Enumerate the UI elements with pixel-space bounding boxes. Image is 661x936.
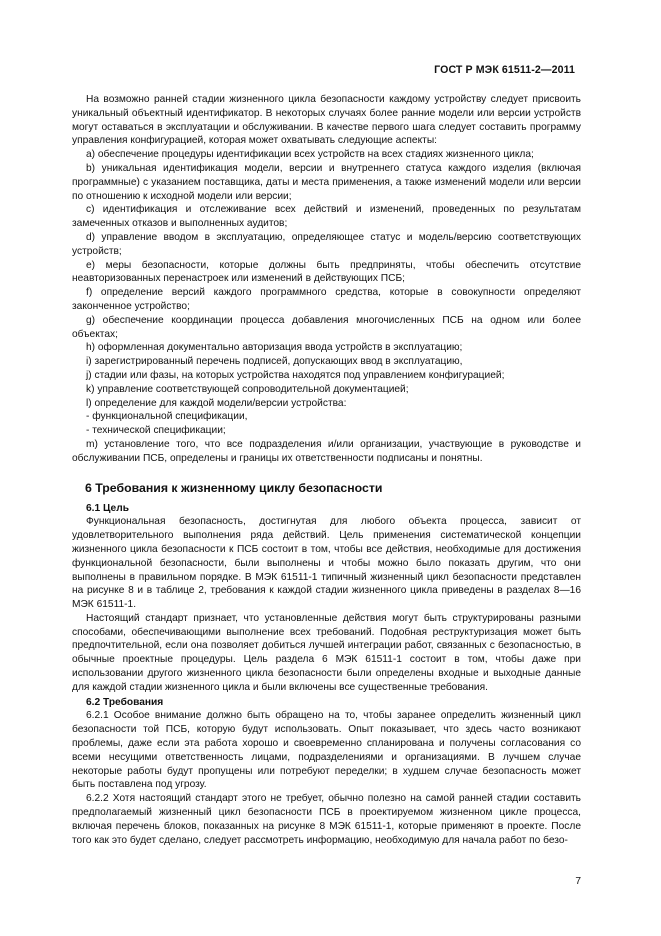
list-item-m: m) установление того, что все подразделения и/или организации, участвующие в руководстве и обслуживании ПСБ, определены и границы их ответственности подписаны и понятны. <box>72 438 581 464</box>
intro-paragraph: На возможно ранней стадии жизненного цикла безопасности каждому устройству следует присвоить уникальный объектный идентификатор. В некоторых случаях более ранние модели или версии устройств могут оставаться в эксплуатации и обслуживании. В качестве первого шага следует составить программу управления конфигурацией, которая может охватывать следующие аспекты: <box>72 94 581 147</box>
page-number: 7 <box>575 876 581 887</box>
list-item-h: h) оформленная документально авторизация ввода устройств в эксплуатацию; <box>86 342 463 354</box>
list-item-k: k) управление соответствующей сопроводительной документацией; <box>86 383 409 395</box>
list-item-i: i) зарегистрированный перечень подписей, допускающих ввод в эксплуатацию, <box>86 356 463 368</box>
list-item-b: b) уникальная идентификация модели, версии и внутреннего статуса каждого изделия (включая программные) с указанием поставщика, даты и места применения, а также изменений модели или версии по отношению к исходной модели или версии; <box>72 162 581 202</box>
document-header: ГОСТ Р МЭК 61511-2—2011 <box>434 64 575 76</box>
subsection-6-1-paragraph-2: Настоящий стандарт признает, что установленные действия могут быть структурированы разными способами, обеспечивающими выполнение всех требований. Подобная реструктуризация может быть предпочтительной, если она позволяет добиться лучшей интеграции работ, связанных с безопасностью, в обычные проектные процедуры. Цель раздела 6 МЭК 61511-1 состоит в том, чтобы даже при использовании другого жизненного цикла безопасности были определены входные и выходные данные для каждой стадии жизненного цикла и были включены все существенные требования. <box>72 612 581 693</box>
subsection-6-1-paragraph-1: Функциональная безопасность, достигнутая для любого объекта процесса, зависит от удовлетворительного выполнения ряда действий. Цель применения систематической концепции жизненного цикла безопасности к ПСБ состоит в том, чтобы все действия, необходимые для достижения функциональной безопасности, были выполнены и чтобы можно было показать другим, что они выполнены в правильном порядке. В МЭК 61511-1 типичный жизненный цикл безопасности представлен на рисунке 8 и в таблице 2, требования к каждой стадии жизненного цикла приведены в разделах 8—16 МЭК 61511-1. <box>72 516 581 611</box>
list-subitem-functional-spec: - функциональной спецификации, <box>86 411 248 423</box>
list-item-e: e) меры безопасности, которые должны быть предприняты, чтобы обеспечить отсутствие неавторизованных перенастроек или изменений в действующих ПСБ; <box>72 259 581 285</box>
list-item-d: d) управление вводом в эксплуатацию, определяющее статус и модель/версию соответствующих устройств; <box>72 231 581 257</box>
list-item-g: g) обеспечение координации процесса добавления многочисленных ПСБ на одном или более объектах; <box>72 314 581 340</box>
list-item-j: j) стадии или фазы, на которых устройства находятся под управлением конфигурацией; <box>86 369 505 381</box>
list-item-f: f) определение версий каждого программного средства, которые в совокупности определяют законченное устройство; <box>72 287 581 312</box>
list-item-c: c) идентификация и отслеживание всех действий и изменений, проведенных по результатам замеченных отказов и выполненных аудитов; <box>72 204 581 230</box>
list-subitem-technical-spec: - технической спецификации; <box>86 425 226 437</box>
list-item-a: a) обеспечение процедуры идентификации всех устройств на всех стадиях жизненного цикла; <box>86 149 534 161</box>
list-item-l: l) определение для каждой модели/версии устройства: <box>86 397 347 409</box>
page-body <box>72 93 581 847</box>
subsection-6-1-title: 6.1 Цель <box>86 502 129 514</box>
section-6-title: 6 Требования к жизненному циклу безопасности <box>85 480 383 495</box>
clause-6-2-1: 6.2.1 Особое внимание должно быть обращено на то, чтобы заранее определить жизненный цикл безопасности той ПСБ, которую будут использовать. Опыт показывает, что здесь часто возникают проблемы, даже если эта работа хорошо и своевременно спланирована и получены согласования со всеми несущими ответственность лицами, подразделениями и организациями. В лучшем случае некоторые работы будут пропущены или потребуют переделки; в худшем случае безопасность может быть поставлена под угрозу. <box>72 710 581 791</box>
subsection-6-2-title: 6.2 Требования <box>86 696 164 708</box>
clause-6-2-2: 6.2.2 Хотя настоящий стандарт этого не требует, обычно полезно на самой ранней стадии составить предполагаемый жизненный цикл безопасности ПСБ в проектируемом жизненном цикле процесса, включая перечень блоков, показанных на рисунке 8 МЭК 61511-1, которые применяют в проекте. После того как это будет сделано, следует рассмотреть информацию, необходимую для начала работ по безо- <box>72 793 581 846</box>
